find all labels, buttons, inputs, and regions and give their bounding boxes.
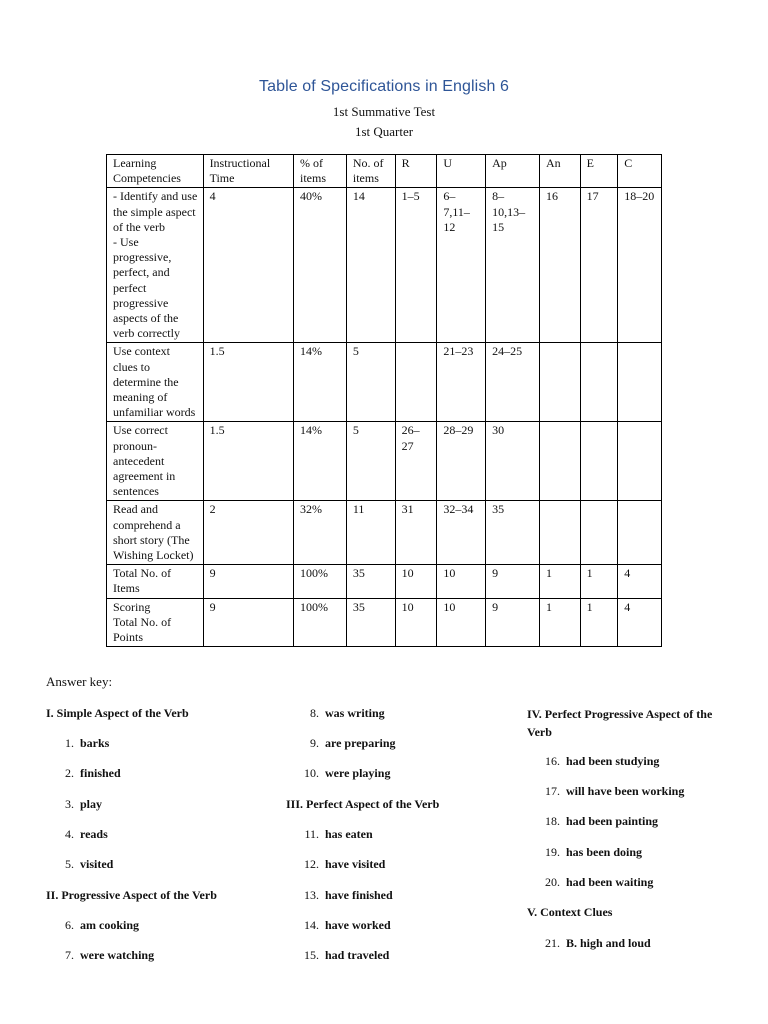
section-title: V. Context Clues [527, 905, 613, 919]
answer-text: have visited [325, 857, 386, 871]
table-cell: - Identify and use the simple aspect of the verb - Use progressive, perfect, and perfect progressive aspects of the verb correctly [107, 188, 204, 343]
answer-item [297, 827, 373, 842]
answer-item [52, 827, 108, 842]
answer-item [297, 888, 393, 903]
answer-item [52, 948, 154, 963]
table-cell: 9 [486, 598, 540, 647]
table-cell: 4 [203, 188, 293, 343]
header-cell: R [395, 155, 437, 188]
subtitle-quarter: 1st Quarter [354, 124, 414, 139]
table-cell: 24–25 [486, 343, 540, 422]
answer-text: had been waiting [566, 875, 654, 889]
table-cell [618, 343, 662, 422]
header-cell: No. of items [346, 155, 395, 188]
answer-number: 7. [65, 948, 74, 962]
answer-item [297, 857, 385, 872]
table-cell: 30 [486, 422, 540, 501]
table-cell [580, 343, 618, 422]
table-cell: 4 [618, 565, 662, 598]
answer-item [52, 766, 121, 781]
answer-number: 9. [310, 736, 319, 750]
table-row [107, 422, 662, 501]
answer-item [538, 754, 659, 769]
answer-text: will have been working [566, 784, 685, 798]
answer-item [297, 706, 385, 721]
table-cell: 10 [437, 565, 486, 598]
answer-number: 20. [545, 875, 560, 889]
answer-number: 18. [545, 814, 560, 828]
table-cell: 10 [395, 565, 437, 598]
table-cell: Read and comprehend a short story (The Wishing Locket) [107, 501, 204, 565]
table-cell: 8–10,13–15 [486, 188, 540, 343]
table-cell [539, 501, 580, 565]
table-cell: 2 [203, 501, 293, 565]
answer-item [297, 918, 391, 933]
table-cell: 31 [395, 501, 437, 565]
answer-text: finished [80, 766, 121, 780]
table-cell: 32% [294, 501, 347, 565]
answer-number: 4. [65, 827, 74, 841]
table-cell: 100% [294, 598, 347, 647]
answer-number: 17. [545, 784, 560, 798]
table-cell: 1 [580, 598, 618, 647]
answer-text: were playing [325, 766, 391, 780]
answer-text: play [80, 797, 103, 811]
section-title: IV. Perfect Progressive Aspect of the Verb [527, 707, 713, 739]
table-row [107, 565, 662, 598]
answer-number: 2. [65, 766, 74, 780]
answer-item [52, 797, 102, 812]
answer-item [538, 814, 658, 829]
table-cell: 1–5 [395, 188, 437, 343]
answer-item [52, 736, 109, 751]
answer-number: 16. [545, 754, 560, 768]
table-cell: 1 [539, 565, 580, 598]
header-cell: U [437, 155, 486, 188]
table-header-row [107, 155, 662, 188]
answer-number: 8. [310, 706, 319, 720]
answer-text: have worked [325, 918, 391, 932]
header-cell: Learning Competencies [107, 155, 204, 188]
table-cell: 35 [346, 565, 395, 598]
answer-text: has eaten [325, 827, 373, 841]
table-cell: Scoring Total No. of Points [107, 598, 204, 647]
table-cell: Use context clues to determine the meaning of unfamiliar words [107, 343, 204, 422]
answer-text: barks [80, 736, 110, 750]
table-cell: 9 [203, 565, 293, 598]
table-cell: 40% [294, 188, 347, 343]
table-cell [580, 501, 618, 565]
section-title: III. Perfect Aspect of the Verb [286, 797, 440, 811]
table-cell: 6–7,11–12 [437, 188, 486, 343]
table-cell: 14% [294, 343, 347, 422]
table-cell: 21–23 [437, 343, 486, 422]
table-cell: 9 [203, 598, 293, 647]
answer-number: 21. [545, 936, 560, 950]
section-title: I. Simple Aspect of the Verb [46, 706, 189, 720]
table-cell: 1 [539, 598, 580, 647]
header-cell: An [539, 155, 580, 188]
table-cell: 1.5 [203, 343, 293, 422]
table-cell: 17 [580, 188, 618, 343]
answer-item [538, 875, 653, 890]
table-row [107, 343, 662, 422]
section-title: II. Progressive Aspect of the Verb [46, 888, 217, 902]
answer-number: 12. [304, 857, 319, 871]
table-cell [618, 501, 662, 565]
table-cell [618, 422, 662, 501]
table-cell: 9 [486, 565, 540, 598]
table-cell: 14% [294, 422, 347, 501]
table-cell: 10 [437, 598, 486, 647]
table-cell: 1.5 [203, 422, 293, 501]
header-cell: E [580, 155, 618, 188]
table-cell: 16 [539, 188, 580, 343]
answer-text: B. high and loud [566, 936, 651, 950]
answer-item [297, 736, 396, 751]
answer-text: reads [80, 827, 108, 841]
table-cell: 35 [486, 501, 540, 565]
answer-number: 14. [304, 918, 319, 932]
answer-item [297, 766, 390, 781]
table-cell [580, 422, 618, 501]
table-cell: 26–27 [395, 422, 437, 501]
header-cell: Instructional Time [203, 155, 293, 188]
table-cell: 5 [346, 343, 395, 422]
header-cell: Ap [486, 155, 540, 188]
table-cell: Use correct pronoun-antecedent agreement in sentences [107, 422, 204, 501]
answer-key-label: Answer key: [46, 674, 113, 689]
answer-number: 5. [65, 857, 74, 871]
answer-number: 15. [304, 948, 319, 962]
table-cell: 100% [294, 565, 347, 598]
subtitle-test: 1st Summative Test [332, 104, 436, 119]
answer-text: were watching [80, 948, 155, 962]
answer-text: had been studying [566, 754, 660, 768]
table-cell: 35 [346, 598, 395, 647]
answer-text: visited [80, 857, 114, 871]
table-cell: 10 [395, 598, 437, 647]
answer-item [52, 918, 139, 933]
answer-item [52, 857, 113, 872]
answer-text: had been painting [566, 814, 659, 828]
answer-item [297, 948, 389, 963]
answer-text: has been doing [566, 845, 643, 859]
table-row [107, 188, 662, 343]
table-cell: 1 [580, 565, 618, 598]
answer-item [538, 784, 684, 799]
answer-text: had traveled [325, 948, 390, 962]
specifications-table [106, 154, 662, 647]
table-cell: 28–29 [437, 422, 486, 501]
answer-item [538, 845, 642, 860]
answer-number: 11. [304, 827, 319, 841]
answer-text: was writing [325, 706, 385, 720]
answer-number: 3. [65, 797, 74, 811]
table-row [107, 501, 662, 565]
table-cell: 5 [346, 422, 395, 501]
answer-number: 13. [304, 888, 319, 902]
table-cell [539, 422, 580, 501]
table-row [107, 598, 662, 647]
table-cell: 14 [346, 188, 395, 343]
header-cell: C [618, 155, 662, 188]
answer-number: 1. [65, 736, 74, 750]
table-cell [395, 343, 437, 422]
table-cell: 18–20 [618, 188, 662, 343]
table-cell: 4 [618, 598, 662, 647]
answer-item [538, 936, 651, 951]
answer-text: are preparing [325, 736, 396, 750]
table-cell [539, 343, 580, 422]
header-cell: % of items [294, 155, 347, 188]
page-title: Table of Specifications in English 6 [259, 78, 509, 95]
answer-number: 19. [545, 845, 560, 859]
answer-number: 6. [65, 918, 74, 932]
answer-text: am cooking [80, 918, 140, 932]
answer-text: have finished [325, 888, 393, 902]
table-cell: Total No. of Items [107, 565, 204, 598]
table-cell: 11 [346, 501, 395, 565]
table-cell: 32–34 [437, 501, 486, 565]
answer-number: 10. [304, 766, 319, 780]
